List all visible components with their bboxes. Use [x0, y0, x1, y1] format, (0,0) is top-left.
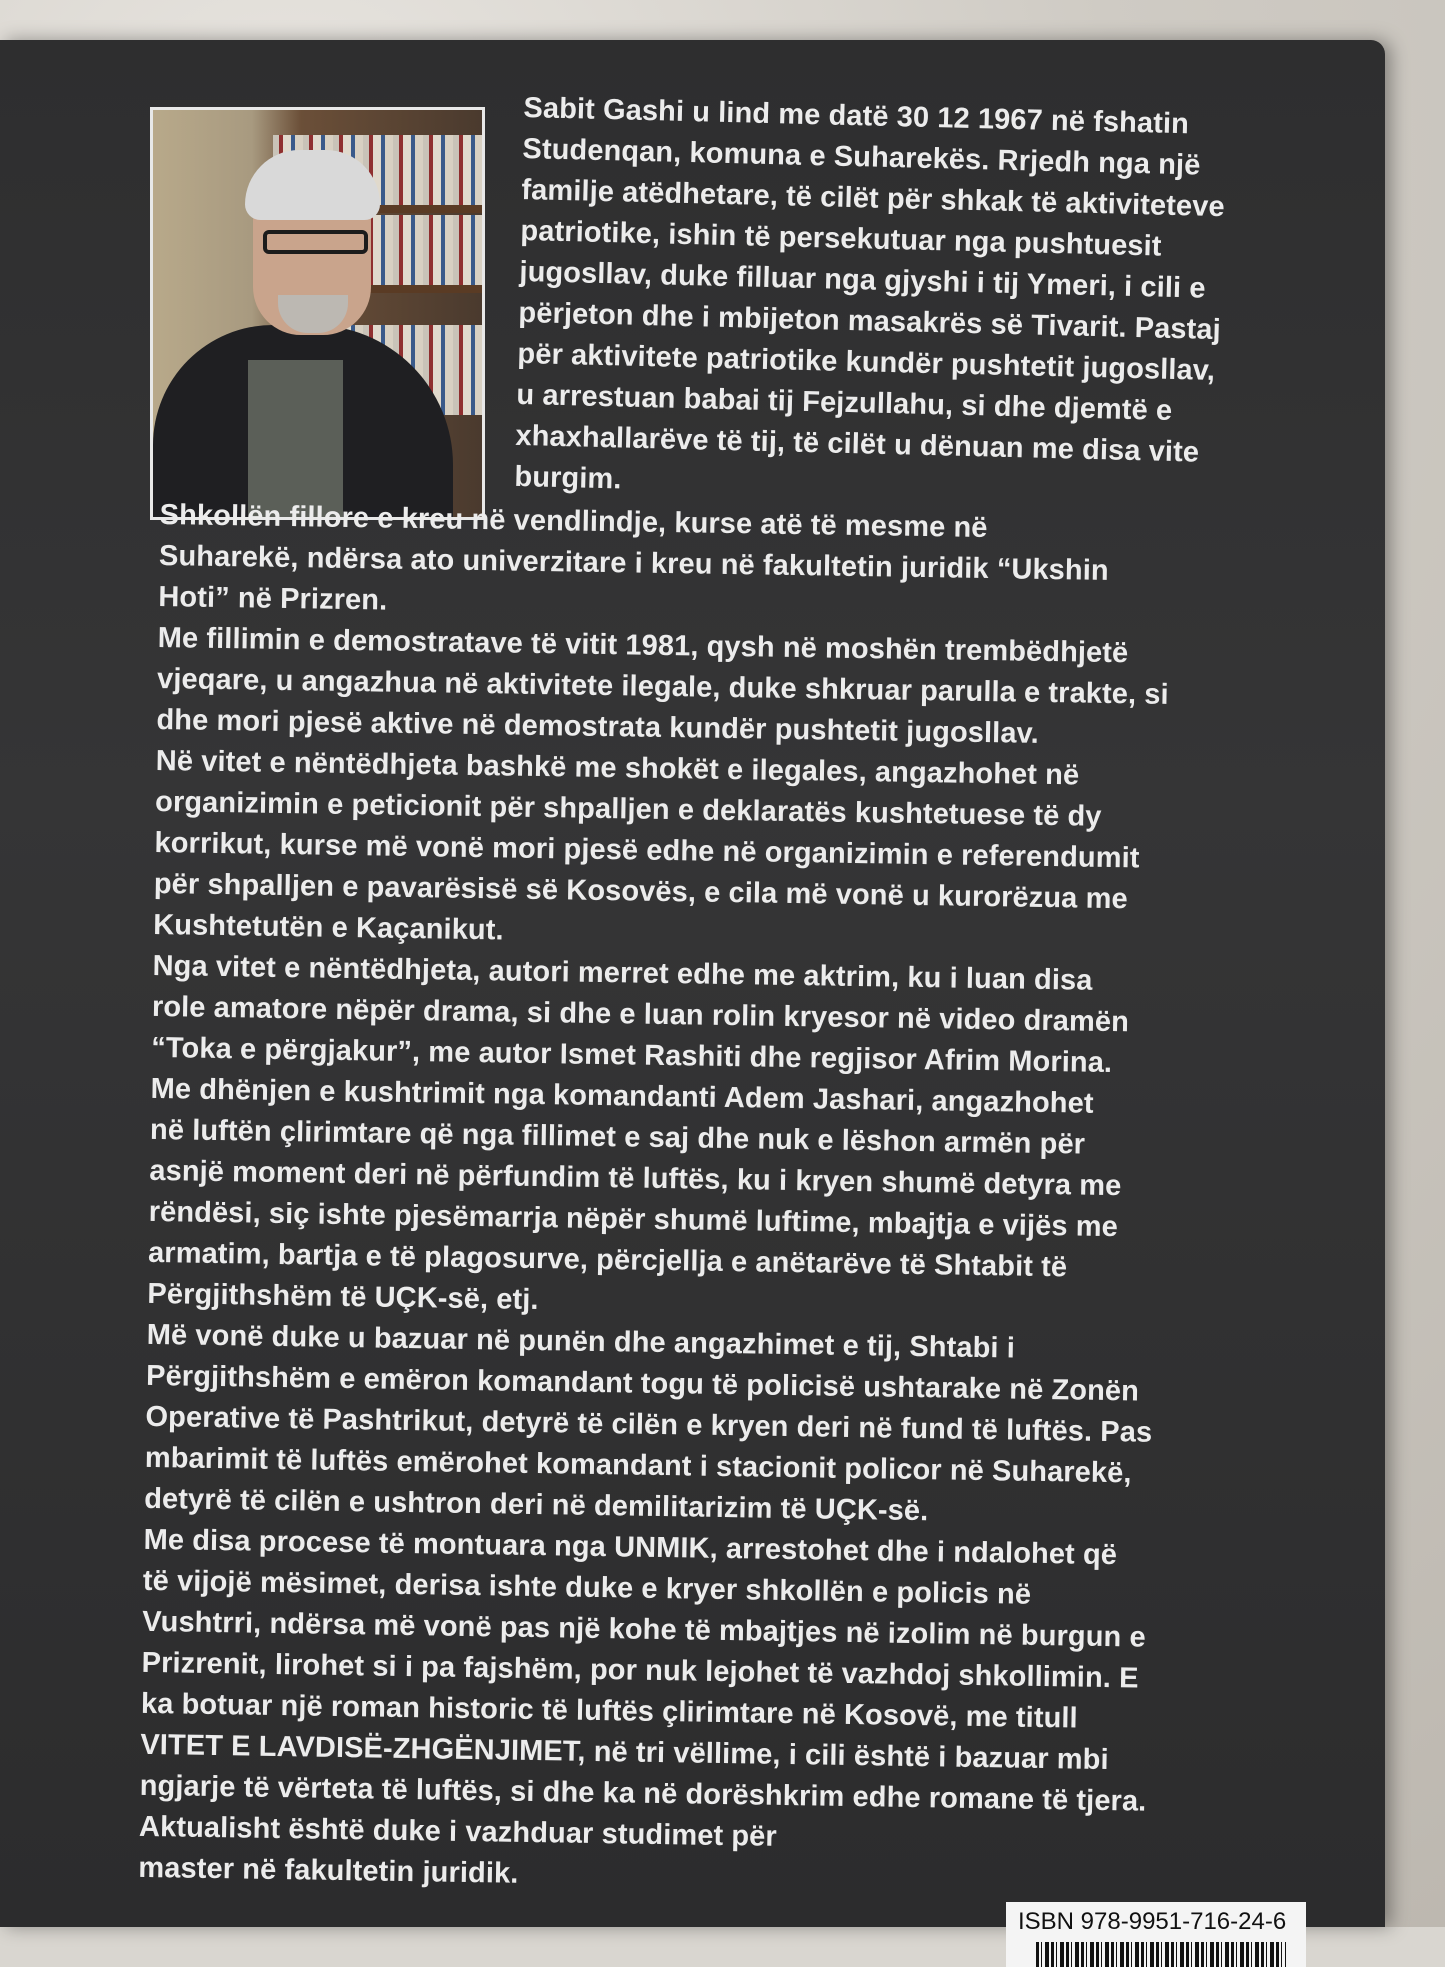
author-shirt	[248, 360, 343, 517]
text-line: Studenqan, komuna e Suharekës. Rrjedh nga një	[522, 132, 1201, 182]
text-line: Aktualisht është duke i vazhduar studimet për	[138, 1810, 778, 1853]
text-line: ngjarje të vërteta të luftës, si dhe ka në dorëshkrim edhe romane të tjera.	[139, 1769, 1147, 1818]
text-line: dhe mori pjesë aktive në demostrata kundër pushtetit jugosllav.	[156, 703, 1040, 750]
text-line: për aktivitete patriotike kundër pushtetit jugosllav,	[517, 337, 1216, 387]
text-line: Kushtetutën e Kaçanikut.	[152, 908, 504, 947]
text-line: armatim, bartja e të plagosurve, përcjellja e anëtarëve të Shtabit të	[147, 1236, 1068, 1284]
text-line: Nga vitet e nëntëdhjeta, autori merret edhe me aktrim, ku i luan disa	[152, 949, 1093, 997]
text-line: Shkollën fillore e kreu në vendlindje, kurse atë të mesme në	[159, 498, 988, 545]
book-back-cover	[0, 40, 1385, 1935]
text-line: VITET E LAVDISË-ZHGËNJIMET, në tri vëllime, i cili është i bazuar mbi	[140, 1728, 1109, 1777]
text-line: Në vitet e nëntëdhjeta bashkë me shokët e ilegales, angazhohet në	[155, 744, 1080, 792]
text-line: përjeton dhe i mbijeton masakrës së Tivarit. Pastaj	[518, 296, 1222, 347]
text-line: xhaxhallarëve të tij, të cilët u dënuan me disa vite	[515, 419, 1200, 469]
text-line: vjeqare, u angazhua në aktivitete ilegale, duke shkruar parulla e trakte, si	[156, 662, 1169, 711]
glasses	[263, 230, 368, 254]
barcode	[1036, 1942, 1286, 1967]
author-photo-image	[153, 110, 482, 517]
text-line: Me disa procese të montuara nga UNMIK, arrestohet dhe i ndalohet që	[143, 1523, 1118, 1572]
text-line: Operative të Pashtrikut, detyrë të cilën e kryen deri në fund të luftës. Pas	[145, 1400, 1153, 1449]
text-line: Përgjithshëm të UÇK-së, etj.	[147, 1277, 539, 1317]
text-line: u arrestuan babai tij Fejzullahu, si dhe djemtë e	[516, 378, 1173, 427]
text-line: Me dhënjen e kushtrimit nga komandanti Adem Jashari, angazhohet	[150, 1072, 1094, 1120]
text-line: ka botuar një roman historic të luftës çlirimtare në Kosovë, me titull	[140, 1687, 1078, 1735]
text-line: rëndësi, siç ishte pjesëmarrja nëpër shumë luftime, mbajtja e vijës me	[148, 1195, 1119, 1244]
isbn-label	[1006, 1902, 1306, 1967]
text-line: asnjë moment deri në përfundim të luftës, ku i kryen shumë detyra me	[149, 1154, 1122, 1203]
text-line: role amatore nëpër drama, si dhe e luan rolin kryesor në video dramën	[151, 990, 1130, 1039]
isbn-number: ISBN 978-9951-716-24-6	[1018, 1908, 1287, 1935]
text-line: Prizrenit, lirohet si i pa fajshëm, por nuk lejohet të vazhdoj shkollimin. E	[141, 1646, 1139, 1695]
text-line: burgim.	[514, 460, 622, 496]
text-line: familje atëdhetare, të cilët për shkak të aktiviteteve	[521, 173, 1226, 224]
text-line: organizimin e peticionit për shpalljen e deklaratës kushtetuese të dy	[154, 785, 1102, 833]
text-line: “Toka e përgjakur”, me autor Ismet Rashiti dhe regjisor Afrim Morina.	[151, 1031, 1113, 1080]
text-line: master në fakultetin juridik.	[138, 1851, 519, 1890]
text-line: jugosllav, duke filluar nga gjyshi i tij Ymeri, i cili e	[519, 255, 1206, 305]
text-line: Hoti” në Prizren.	[158, 580, 388, 617]
text-line: korrikut, kurse më vonë mori pjesë edhe në organizimin e referendumit	[154, 826, 1140, 875]
text-line: detyrë të cilën e ushtron deri në demilitarizim të UÇK-së.	[143, 1482, 929, 1528]
text-line: të vijojë mësimet, derisa ishte duke e kryer shkollën e policis në	[142, 1564, 1032, 1611]
text-line: Me fillimin e demostratave të vitit 1981, qysh në moshën trembëdhjetë	[157, 621, 1129, 670]
intro-paragraph	[514, 88, 1227, 515]
text-line: Sabit Gashi u lind me datë 30 12 1967 në fshatin	[523, 91, 1190, 141]
biography-body	[138, 495, 1172, 1905]
author-photo	[150, 107, 485, 520]
text-line: Më vonë duke u bazuar në punën dhe angazhimet e tij, Shtabi i	[146, 1318, 1016, 1365]
text-line: Suharekë, ndërsa ato univerzitare i kreu në fakultetin juridik “Ukshin	[158, 539, 1109, 587]
text-line: Vushtrri, ndërsa më vonë pas një kohe të mbajtjes në izolim në burgun e	[142, 1605, 1146, 1654]
text-line: Përgjithshëm e emëron komandant togu të policisë ushtarake në Zonën	[145, 1359, 1140, 1408]
text-line: patriotike, ishin të persekutuar nga pushtuesit	[520, 214, 1162, 263]
text-line: mbarimit të luftës emërohet komandant i stacionit policor në Suharekë,	[144, 1441, 1132, 1490]
text-line: në luftën çlirimtare që nga fillimet e saj dhe nuk e lëshon armën për	[149, 1113, 1086, 1161]
text-line: për shpalljen e pavarësisë së Kosovës, e cila më vonë u kurorëzua me	[153, 867, 1128, 916]
